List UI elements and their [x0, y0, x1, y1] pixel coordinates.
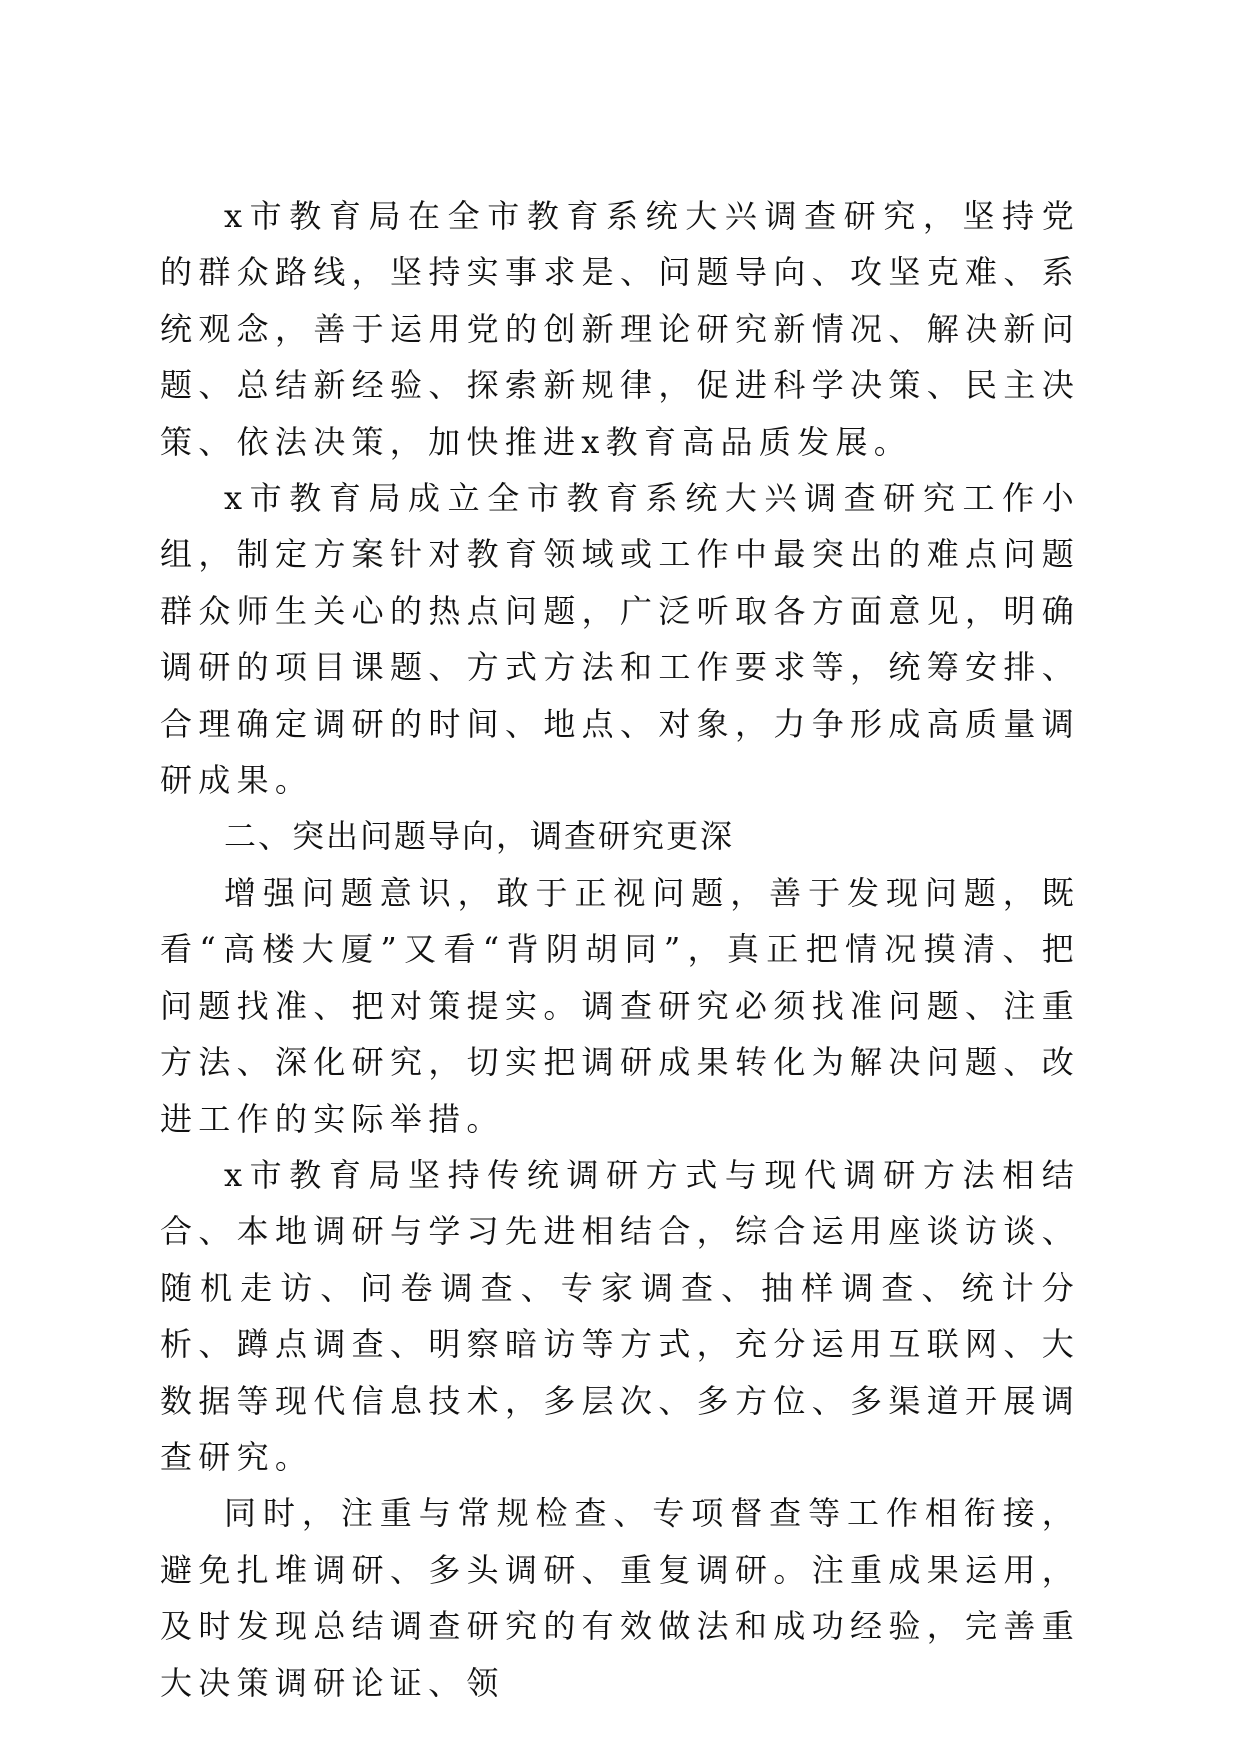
paragraph-5: 同时，注重与常规检查、专项督查等工作相衔接，避免扎堆调研、多头调研、重复调研。注重成果运用，及时发现总结调查研究的有效做法和成功经验，完善重大决策调研论证、领	[160, 1494, 1080, 1702]
paragraph-3: 增强问题意识，敢于正视问题，善于发现问题，既看“高楼大厦”又看“背阴胡同”，真正把情况摸清、把问题找准、把对策提实。调查研究必须找准问题、注重方法、深化研究，切实把调研成果转化为解决问题、改进工作的实际举措。	[160, 873, 1080, 1138]
document-body	[160, 188, 1080, 1711]
section-heading-2: 二、突出问题导向，调查研究更深	[224, 817, 735, 856]
paragraph-4: x市教育局坚持传统调研方式与现代调研方法相结合、本地调研与学习先进相结合，综合运用座谈访谈、随机走访、问卷调查、专家调查、抽样调查、统计分析、蹲点调查、明察暗访等方式，充分运用互联网、大数据等现代信息技术，多层次、多方位、多渠道开展调查研究。	[160, 1155, 1080, 1476]
paragraph-1: x市教育局在全市教育系统大兴调查研究，坚持党的群众路线，坚持实事求是、问题导向、攻坚克难、系统观念，善于运用党的创新理论研究新情况、解决新问题、总结新经验、探索新规律，促进科学决策、民主决策、依法决策，加快推进x教育高品质发展。	[160, 197, 1080, 461]
paragraph-2: x市教育局成立全市教育系统大兴调查研究工作小组，制定方案针对教育领域或工作中最突出的难点问题群众师生关心的热点问题，广泛听取各方面意见，明确调研的项目课题、方式方法和工作要求等，统筹安排、合理确定调研的时间、地点、对象，力争形成高质量调研成果。	[160, 479, 1080, 800]
